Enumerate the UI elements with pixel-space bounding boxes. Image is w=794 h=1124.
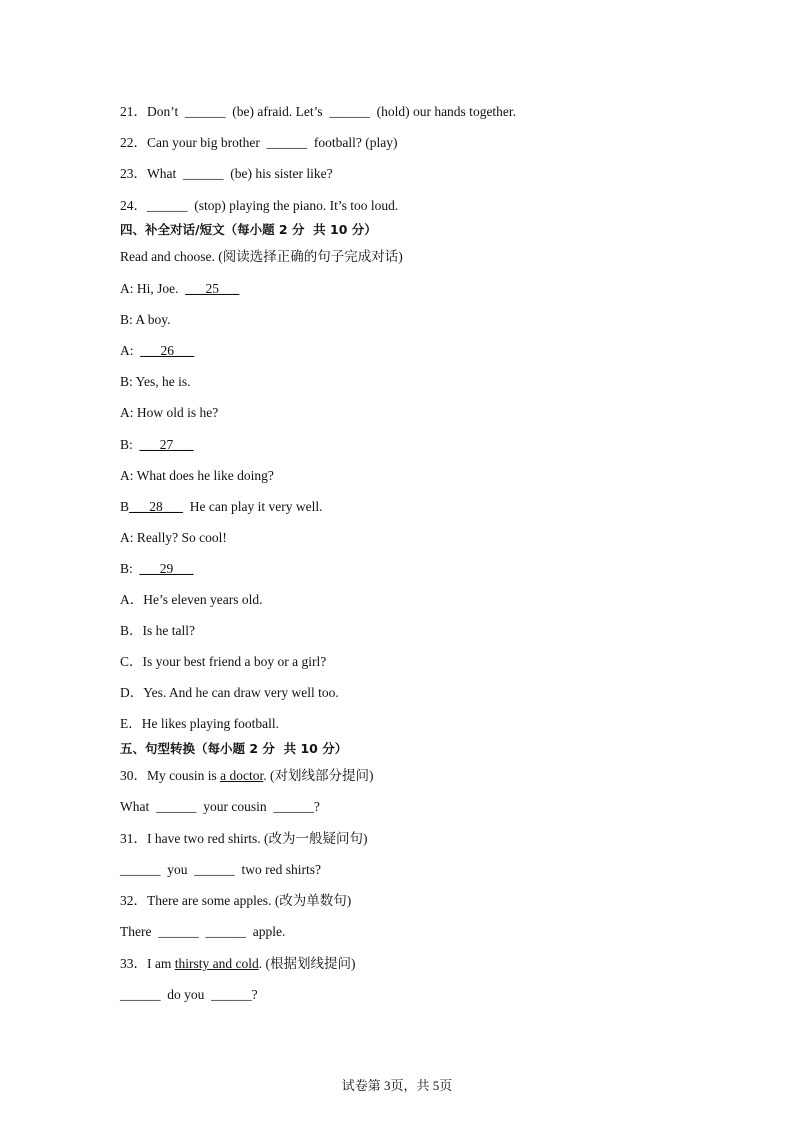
question-text: 33．I am bbox=[120, 956, 175, 971]
question-30 bbox=[120, 767, 374, 785]
question-22: 22．Can your big brother ______ football? (play) bbox=[120, 135, 398, 150]
dialogue-line bbox=[120, 498, 322, 516]
page-footer: 试卷第 3页，共 5页 bbox=[341, 1078, 453, 1093]
question-text: . (根据划线提问) bbox=[258, 956, 356, 971]
option-b: B．Is he tall? bbox=[120, 623, 195, 638]
blank-26: ___26___ bbox=[140, 343, 195, 358]
option-e: E．He likes playing football. bbox=[120, 716, 279, 731]
question-33 bbox=[120, 955, 356, 973]
option-d: D．Yes. And he can draw very well too. bbox=[120, 685, 339, 700]
dialogue-line: B: Yes, he is. bbox=[120, 374, 191, 389]
dialogue-line bbox=[120, 560, 194, 578]
blank-27: ___27___ bbox=[139, 437, 194, 452]
answer-31: ______ you ______ two red shirts? bbox=[120, 862, 321, 877]
dialogue-line bbox=[120, 342, 194, 360]
blank-25: ___25___ bbox=[185, 281, 240, 296]
dialogue-line: A: What does he like doing? bbox=[120, 468, 274, 483]
blank-28: ___28___ bbox=[129, 499, 184, 514]
option-c: C．Is your best friend a boy or a girl? bbox=[120, 654, 327, 669]
dialogue-text: B: bbox=[120, 437, 140, 452]
dialogue-text: B bbox=[120, 499, 130, 514]
option-a: A．He’s eleven years old. bbox=[120, 592, 263, 607]
dialogue-text: B: bbox=[120, 561, 140, 576]
underlined-phrase: a doctor bbox=[220, 768, 264, 783]
section-4-instruction: Read and choose. (阅读选择正确的句子完成对话) bbox=[120, 249, 403, 264]
dialogue-text: He can play it very well. bbox=[183, 499, 323, 514]
answer-32: There ______ ______ apple. bbox=[120, 924, 286, 939]
section-4-heading: 四、补全对话/短文（每小题 2 分 共 10 分） bbox=[120, 222, 377, 237]
blank-29: ___29___ bbox=[139, 561, 194, 576]
question-text: . (对划线部分提问) bbox=[263, 768, 374, 783]
dialogue-line bbox=[120, 280, 239, 298]
section-5-heading: 五、句型转换（每小题 2 分 共 10 分） bbox=[120, 741, 348, 756]
question-32: 32．There are some apples. (改为单数句) bbox=[120, 893, 352, 908]
question-23: 23．What ______ (be) his sister like? bbox=[120, 166, 333, 181]
question-24: 24．______ (stop) playing the piano. It’s too loud. bbox=[120, 198, 399, 213]
question-21: 21．Don’t ______ (be) afraid. Let’s ______ (hold) our hands together. bbox=[120, 104, 517, 119]
answer-30: What ______ your cousin ______? bbox=[120, 799, 320, 814]
dialogue-line: B: A boy. bbox=[120, 312, 171, 327]
question-31: 31．I have two red shirts. (改为一般疑问句) bbox=[120, 831, 368, 846]
dialogue-line: A: Really? So cool! bbox=[120, 530, 227, 545]
dialogue-text: A: Hi, Joe. bbox=[120, 281, 186, 296]
question-text: 30．My cousin is bbox=[120, 768, 221, 783]
underlined-phrase: thirsty and cold bbox=[174, 956, 259, 971]
dialogue-line: A: How old is he? bbox=[120, 405, 219, 420]
dialogue-line bbox=[120, 436, 194, 454]
dialogue-text: A: bbox=[120, 343, 141, 358]
answer-33: ______ do you ______? bbox=[120, 987, 258, 1002]
